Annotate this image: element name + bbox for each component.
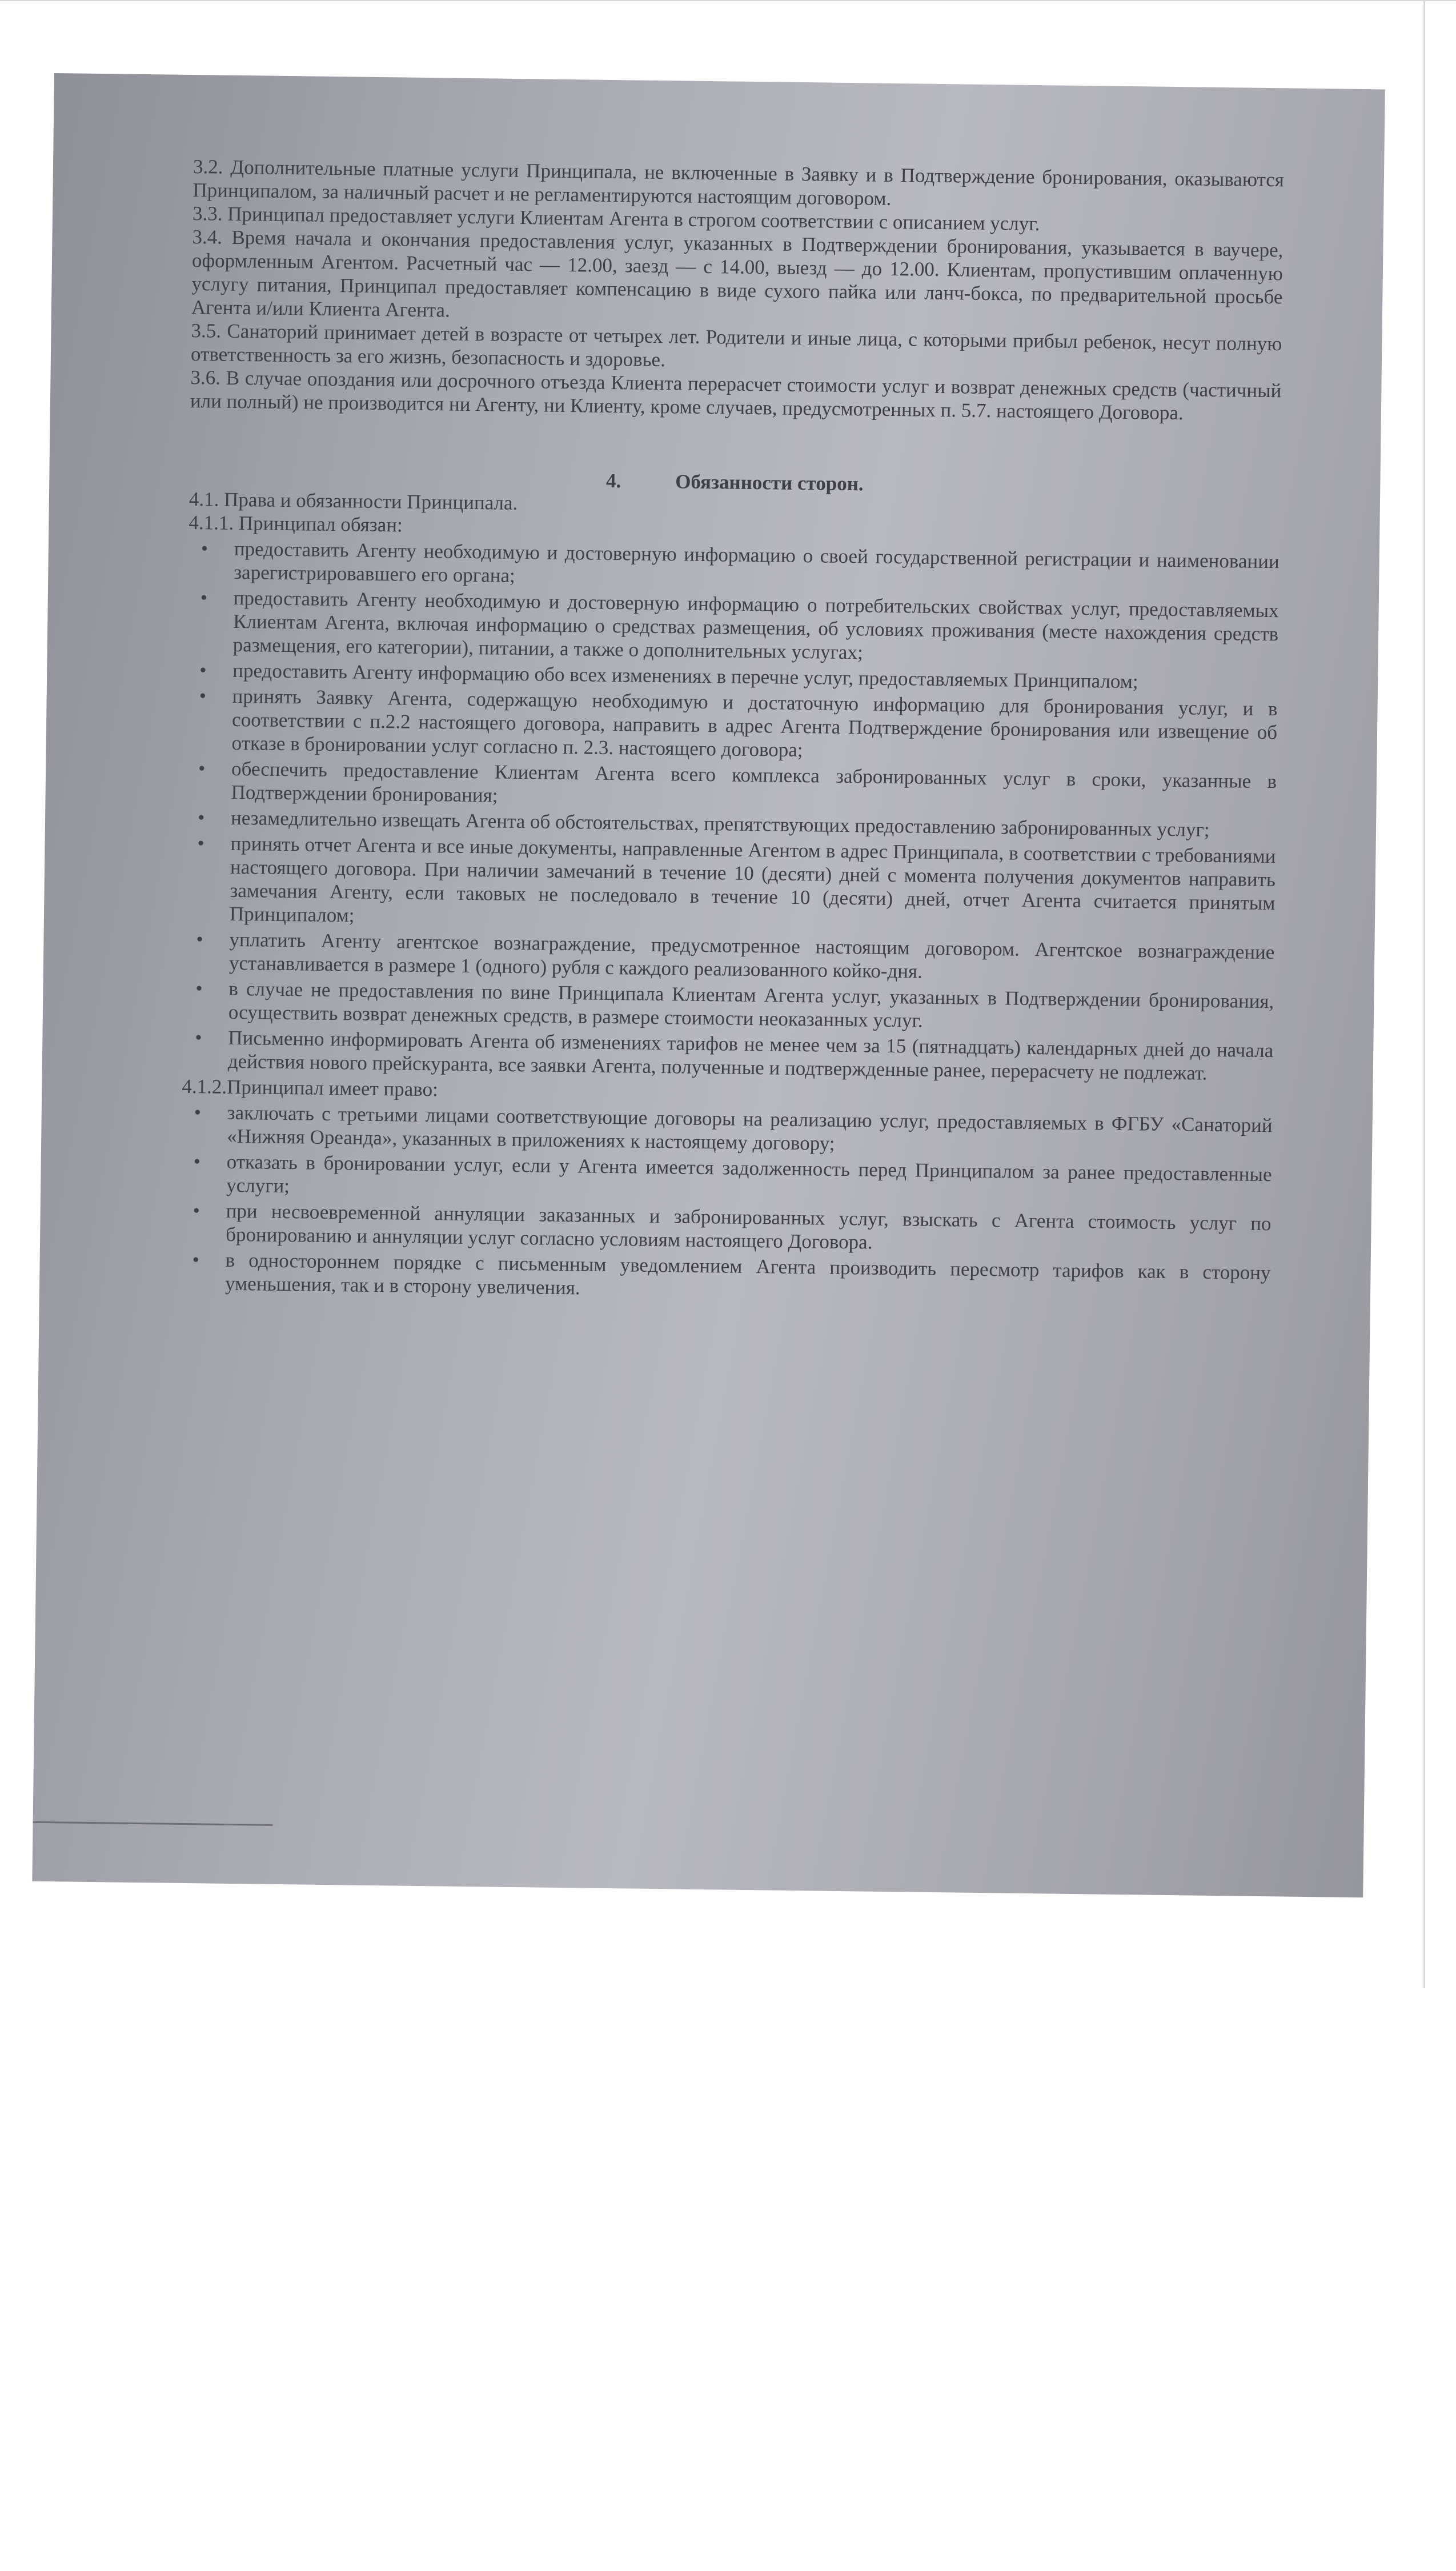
list-item: • в одностороннем порядке с письменным уведомлением Агента производить пересмотр тарифов как в сторону уменьшения, так и в сторону увеличения. bbox=[179, 1248, 1271, 1308]
list-item: • предоставить Агенту необходимую и достоверную информацию о своей государственной регистрации и наименовании зарегистрировавшего его органа; bbox=[188, 536, 1279, 596]
scan-edge-right bbox=[1423, 0, 1425, 1988]
paragraph-3-3: 3.3. Принципал предоставляет услуги Клиентам Агента в строгом соответствии с описанием услуг. bbox=[192, 202, 1040, 235]
subsection-4-1-2: 4.1.2.Принципал имеет право: bbox=[182, 1075, 439, 1101]
rights-list bbox=[179, 1100, 1273, 1308]
list-item: • отказать в бронировании услуг, если у Агента имеется задолженность перед Принципалом за ранее предоставленные услуги; bbox=[181, 1150, 1272, 1210]
list-item: • Письменно информировать Агента об изменениях тарифов не менее чем за 15 (пятнадцать) календарных дней до начала действия нового прейскуранта, все заявки Агента, полученные и подтвержденные ранее, перерасчету не подлежат. bbox=[182, 1026, 1274, 1086]
section-number: 4. bbox=[605, 469, 621, 492]
list-item: • предоставить Агенту необходимую и достоверную информацию о потребительских свойствах услуг, предоставляемых Клиентам Агента, включая информацию о средствах размещения, об условиях проживания (месте нахождения средств размещения, его категории), питании, а также о дополнительных услугах; bbox=[187, 586, 1279, 669]
paragraph-3-6: 3.6. В случае опоздания или досрочного отъезда Клиента перерасчет стоимости услуг и возврат денежных средств (частичный или полный) не производится ни Агенту, ни Клиенту, кроме случаев, предусмотренных п. 5.7. настоящего Договора. bbox=[190, 366, 1282, 425]
paragraph-3-5: 3.5. Санаторий принимает детей в возрасте от четырех лет. Родители и иные лица, с которыми прибыл ребенок, несут полную ответственность за его жизнь, безопасность и здоровье. bbox=[190, 319, 1282, 371]
list-item: • незамедлительно извещать Агента об обстоятельствах, препятствующих предоставлению забронированных услуг; bbox=[185, 806, 1276, 842]
list-item: • принять отчет Агента и все иные документы, направленные Агентом в адрес Принципала, в соответствии с требованиями настоящего договора. При наличии замечаний в течение 10 (десяти) дней с момента получения документов направить замечания Агенту, если таковых не последовало в течение 10 (десяти) дней, отчет Агента считается принятым Принципалом; bbox=[184, 831, 1276, 938]
list-item: • уплатить Агенту агентское вознаграждение, предусмотренное настоящим договором. Агентское вознаграждение устанавливается в размере 1 (одного) рубля с каждого реализованного койко-дня. bbox=[183, 927, 1275, 987]
bottom-rule bbox=[33, 1821, 273, 1826]
paragraph-3-4: 3.4. Время начала и окончания предоставления услуг, указанных в Подтверждении бронирования, указывается в ваучере, оформленным Агентом. Расчетный час — 12.00, заезд — с 14.00, выезд — до 12.00. Клиентам, пропустившим оплаченную услугу питания, Принципал предоставляет компенсацию в виде сухого пайка или ланч-бокса, по предварительной просьбе Агента и/или Клиента Агента. bbox=[191, 225, 1283, 322]
subsection-4-1-1: 4.1.1. Принципал обязан: bbox=[188, 511, 403, 536]
scanned-page bbox=[32, 73, 1385, 1897]
section-title: Обязанности сторон. bbox=[675, 470, 864, 495]
list-item: • заключать с третьими лицами соответствующие договоры на реализацию услуг, предоставляемых в ФГБУ «Санаторий «Нижняя Ореанда», указанных в приложениях к настоящему договору; bbox=[181, 1100, 1273, 1160]
page-content bbox=[179, 155, 1284, 1310]
list-item: • принять Заявку Агента, содержащую необходимую и достаточную информацию для бронирования услуг, и в соответствии с п.2.2 настоящего договора, направить в адрес Агента Подтверждение бронирования или извещение об отказе в бронировании услуг согласно п. 2.3. настоящего договора; bbox=[186, 684, 1277, 767]
obligations-list bbox=[182, 536, 1279, 1086]
paragraph-3-2: 3.2. Дополнительные платные услуги Принципала, не включенные в Заявку и в Подтверждение бронирования, оказываются Принципалом, за наличный расчет и не регламентируются настоящим договором. bbox=[192, 155, 1285, 210]
list-item: • при несвоевременной аннуляции заказанных и забронированных услуг, взыскать с Агента стоимость услуг по бронированию и аннуляции услуг согласно условиям настоящего Договора. bbox=[180, 1199, 1272, 1259]
scan-edge-top bbox=[0, 0, 1456, 1]
subsection-4-1: 4.1. Права и обязанности Принципала. bbox=[188, 487, 518, 514]
list-item: • предоставить Агенту информацию обо всех изменениях в перечне услуг, предоставляемых Принципалом; bbox=[187, 658, 1278, 695]
list-item: • обеспечить предоставление Клиентам Агента всего комплекса забронированных услуг в сроки, указанные в Подтверждении бронирования; bbox=[185, 756, 1277, 816]
list-item: • в случае не предоставления по вине Принципала Клиентам Агента услуг, указанных в Подтверждении бронирования, осуществить возврат денежных средств, в размере стоимости неоказанных услуг. bbox=[183, 976, 1274, 1036]
